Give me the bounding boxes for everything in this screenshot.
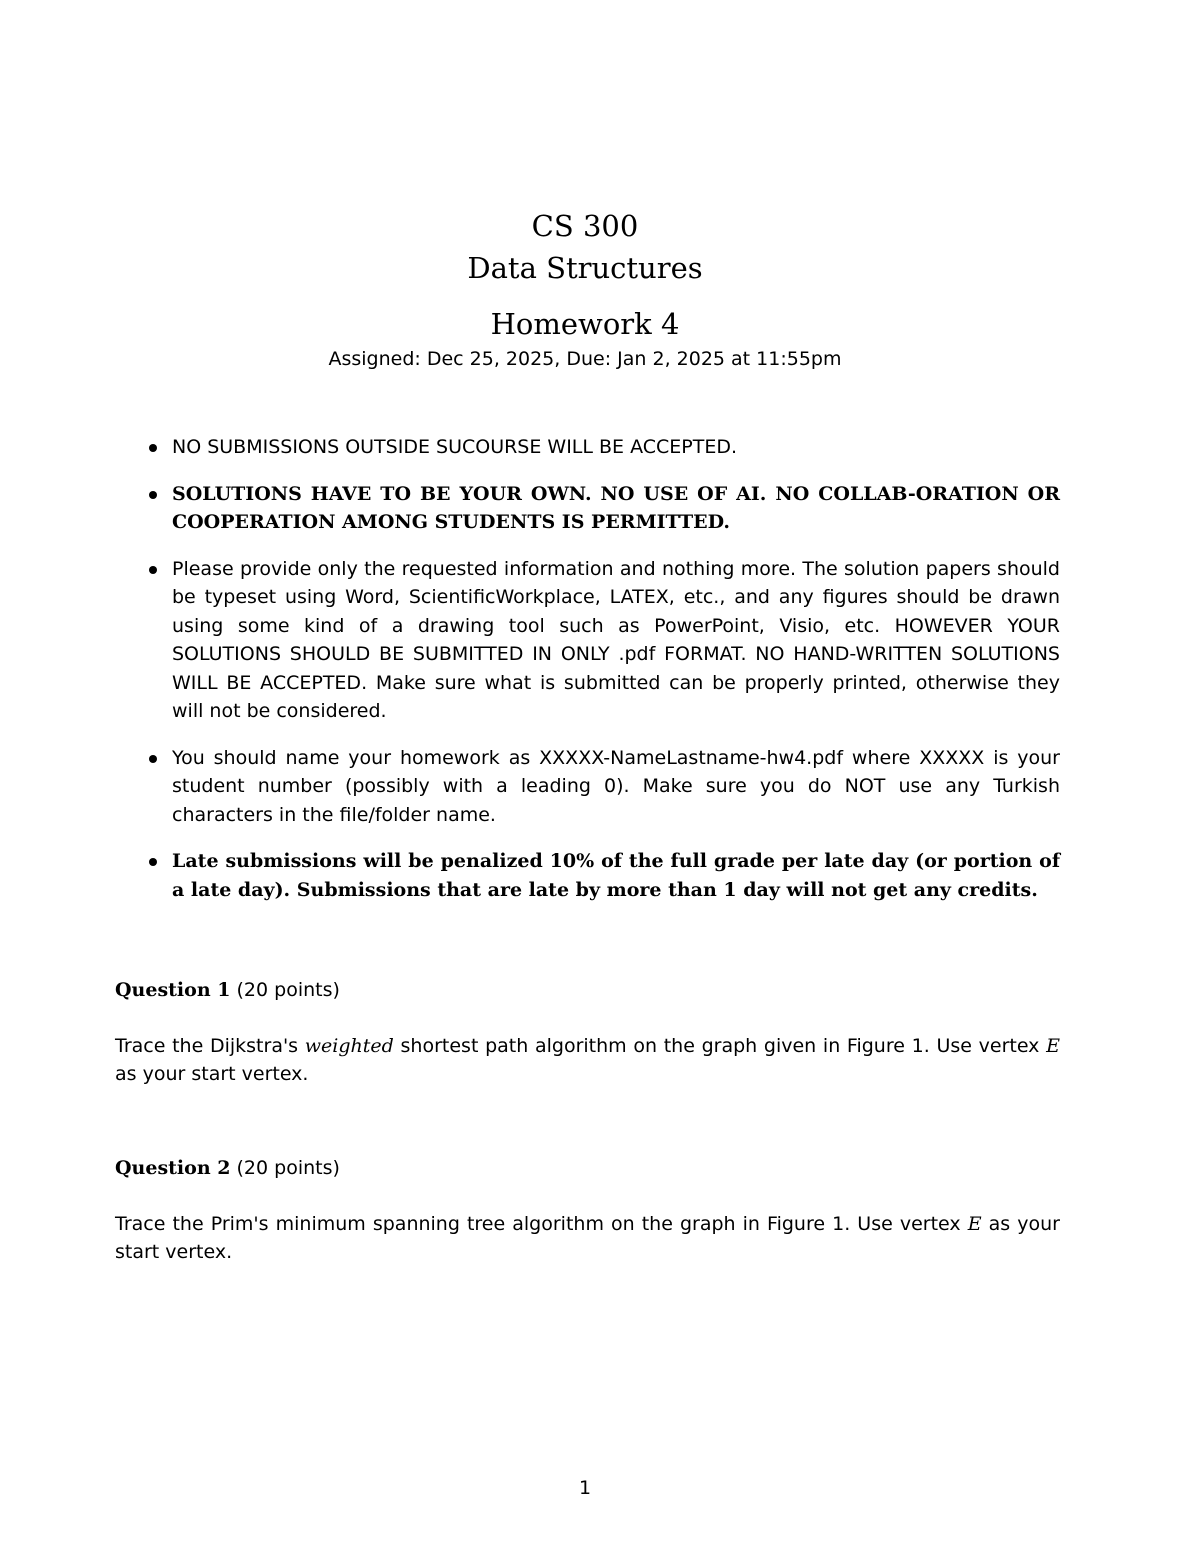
question-variable: E: [1046, 1034, 1061, 1057]
homework-title: Homework 4: [490, 307, 680, 341]
question-emphasis: weighted: [304, 1034, 394, 1057]
course-code: CS 300: [531, 209, 639, 243]
bullet-icon: [149, 444, 157, 452]
question-text: Trace the Prim's minimum spanning tree algorithm on the graph in Figure 1. Use vertex: [115, 1212, 961, 1235]
bullet-icon: [149, 755, 157, 763]
question-variable: E: [967, 1212, 982, 1235]
bullet-icon: [149, 491, 157, 499]
rule-text: NO SUBMISSIONS OUTSIDE SUCOURSE WILL BE ACCEPTED.: [172, 436, 738, 458]
course-name: Data Structures: [467, 251, 703, 285]
title-block: [0, 205, 1170, 371]
rule-item: [145, 555, 1060, 726]
rule-text: Late submissions will be penalized 10% of the full grade per late day (or portion of a late day). Submissions that are late by more than 1 day will not get any credits.: [172, 850, 1060, 901]
rules-list: [145, 433, 1060, 922]
rule-item: [145, 433, 1060, 462]
rule-item: [145, 744, 1060, 830]
bullet-icon: [149, 566, 157, 574]
rule-item: [145, 480, 1060, 537]
question-body: [115, 1032, 1060, 1089]
question-2: [115, 1154, 1060, 1267]
question-points: (20 points): [236, 979, 340, 1001]
question-heading: [115, 1154, 1060, 1183]
rule-text: Please provide only the requested information and nothing more. The solution papers should be typeset using Word, ScientificWorkplace, LATEX, etc., and any figures should be drawn using some kind of a drawing tool such as PowerPoint, Visio, etc. HOWEVER YOUR SOLUTIONS SHOULD BE SUBMITTED IN ONLY .pdf FORMAT. NO HAND-WRITTEN SOLUTIONS WILL BE ACCEPTED. Make sure what is submitted can be properly printed, otherwise they will not be considered.: [172, 557, 1060, 722]
assigned-due-line: Assigned: Dec 25, 2025, Due: Jan 2, 2025 at 11:55pm: [328, 348, 842, 370]
rule-text: You should name your homework as XXXXX-NameLastname-hw4.pdf where XXXXX is your student number (possibly with a leading 0). Make sure you do NOT use any Turkish characters in the file/folder name.: [172, 746, 1060, 826]
question-label: Question 2: [115, 1157, 231, 1179]
question-text: as your start vertex.: [115, 1063, 309, 1085]
rule-text: SOLUTIONS HAVE TO BE YOUR OWN. NO USE OF AI. NO COLLAB-ORATION OR COOPERATION AMONG STUDENTS IS PERMITTED.: [172, 482, 1060, 533]
question-heading: [115, 976, 1060, 1005]
question-label: Question 1: [115, 979, 231, 1001]
rule-item: [145, 847, 1060, 904]
question-points: (20 points): [236, 1157, 340, 1179]
question-text: Trace the Dijkstra's: [115, 1034, 299, 1057]
question-body: [115, 1210, 1060, 1267]
page-number: 1: [578, 1477, 592, 1499]
question-text: as your start vertex.: [115, 1212, 1060, 1263]
question-1: [115, 976, 1060, 1089]
bullet-icon: [149, 858, 157, 866]
question-text: shortest path algorithm on the graph given in Figure 1. Use vertex: [400, 1034, 1040, 1057]
